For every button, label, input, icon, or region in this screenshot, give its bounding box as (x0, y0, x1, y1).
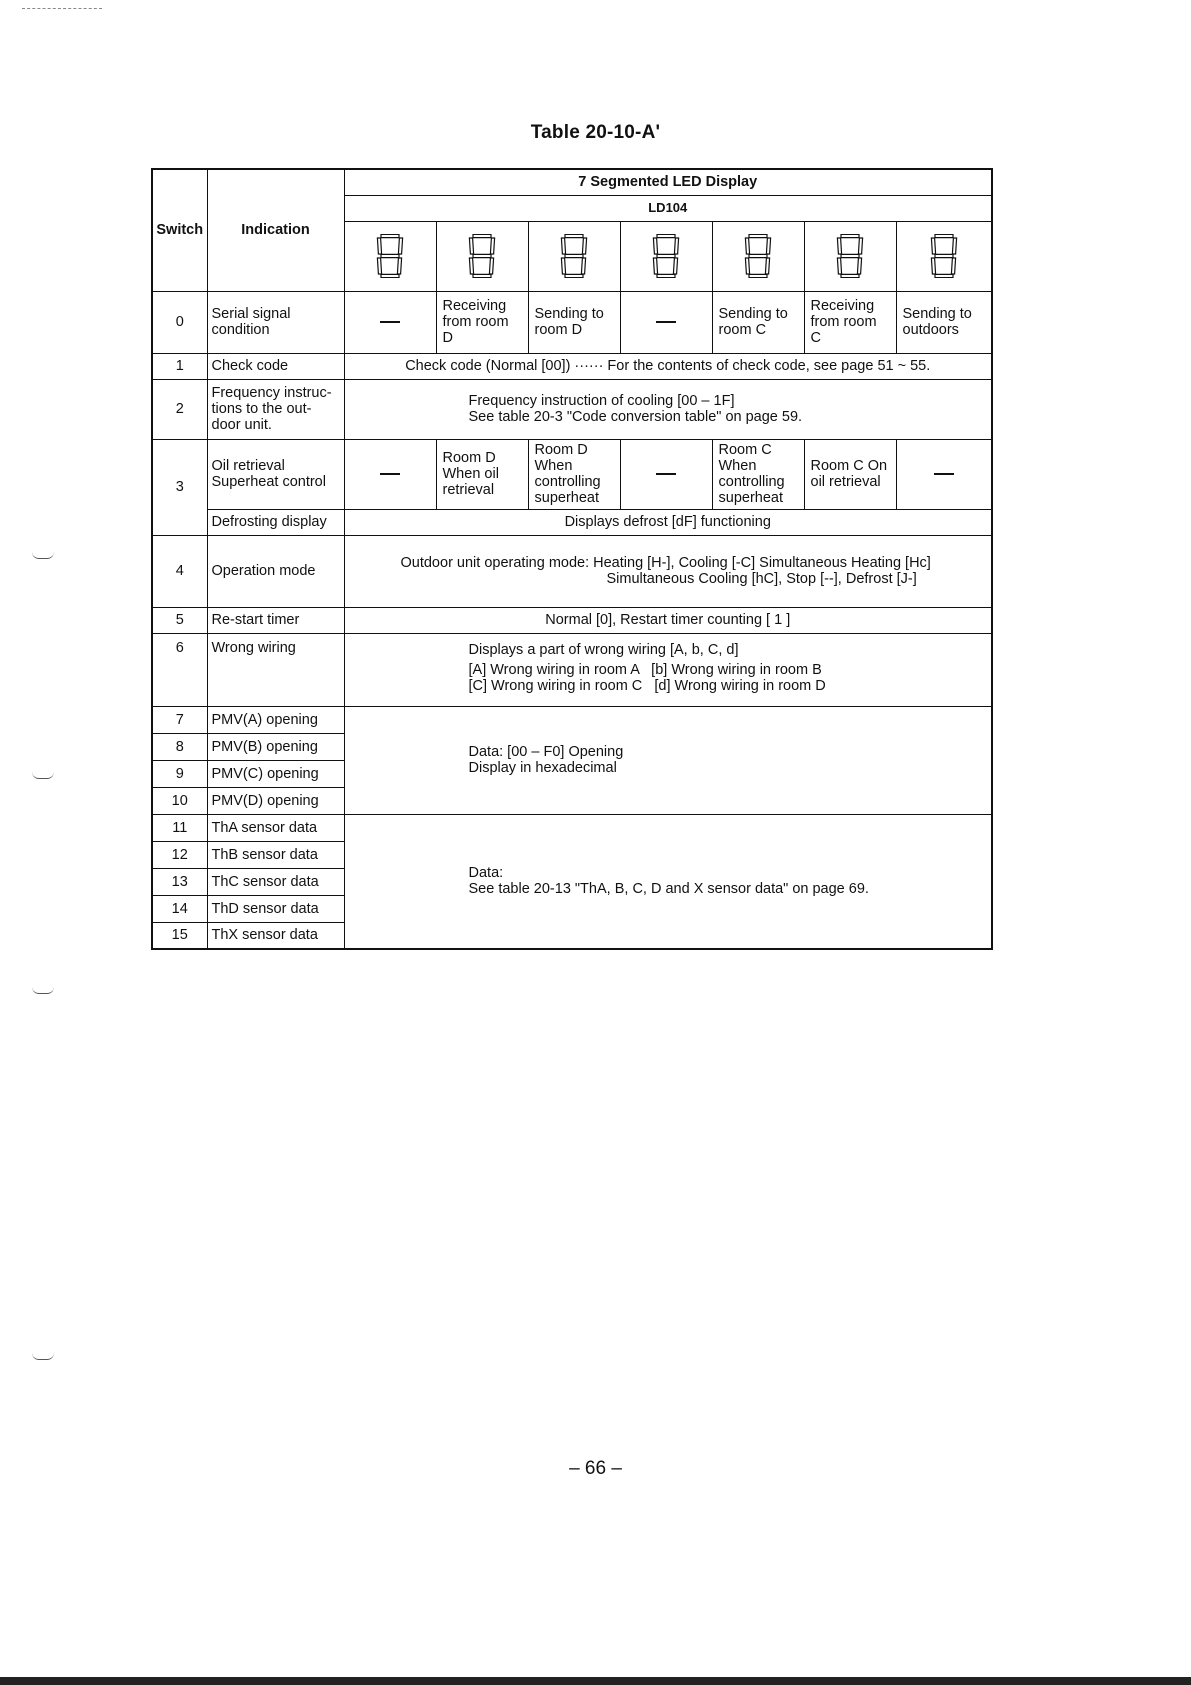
led-segment (841, 254, 859, 257)
sensor-line-1: Data: (468, 865, 504, 882)
led-segment (377, 238, 381, 254)
cell-sending-room-c: Sending to room C (712, 291, 804, 353)
led-segment (653, 258, 657, 274)
led-segment (561, 238, 565, 254)
led-display-table (151, 168, 993, 950)
switch-5: 5 (152, 607, 207, 633)
led-segment (381, 254, 399, 257)
switch-4: 4 (152, 535, 207, 607)
led-segment (857, 258, 861, 274)
switch-7: 7 (152, 706, 207, 733)
led-segment (858, 238, 862, 254)
indication-thb-sensor: ThB sensor data (207, 841, 344, 868)
led-segment (490, 238, 494, 254)
led-segment (935, 234, 953, 237)
led-segment (931, 238, 935, 254)
frequency-line-2: See table 20-3 "Code conversion table" on page 59. (468, 409, 803, 425)
margin-mark (32, 552, 54, 559)
led-segment (745, 238, 749, 254)
led-segment (473, 234, 491, 237)
wrong-wiring-content (344, 633, 992, 706)
pmv-content (344, 706, 992, 814)
indication-defrosting: Defrosting display (207, 509, 344, 535)
frequency-line-1: Frequency instruction of cooling [00 – 1F] (468, 393, 735, 409)
seg-digit-5 (712, 221, 804, 291)
operation-mode-line-2: Simultaneous Cooling [hC], Stop [--], Defrost [J-] (606, 571, 917, 587)
led-segment (473, 254, 491, 257)
indication-pmv-b: PMV(B) opening (207, 733, 344, 760)
led-segment (397, 258, 401, 274)
switch-15: 15 (152, 922, 207, 949)
dash-cell (344, 291, 436, 353)
led-segment (749, 274, 767, 277)
cell-room-c-oil: Room C On oil retrieval (804, 439, 896, 509)
display-header: 7 Segmented LED Display (344, 169, 992, 195)
indication-header: Indication (207, 169, 344, 291)
led-header: LD104 (344, 195, 992, 221)
cell-sending-outdoors: Sending to outdoors (896, 291, 992, 353)
check-code-content: Check code (Normal [00]) ······ For the contents of check code, see page 51 ~ 55. (344, 353, 992, 379)
scan-artifact (22, 8, 102, 9)
restart-timer-content: Normal [0], Restart timer counting [ 1 ] (344, 607, 992, 633)
indication-pmv-a: PMV(A) opening (207, 706, 344, 733)
dash-mark (380, 473, 400, 475)
indication-tha-sensor: ThA sensor data (207, 814, 344, 841)
page-number: – 66 – (569, 1458, 622, 1479)
led-segment (469, 258, 473, 274)
led-segment (582, 238, 586, 254)
led-segment (489, 258, 493, 274)
switch-14: 14 (152, 895, 207, 922)
seg-digit-6 (804, 221, 896, 291)
cell-receiving-room-c: Receiving from room C (804, 291, 896, 353)
switch-3: 3 (152, 439, 207, 535)
dash-cell (620, 439, 712, 509)
led-segment (841, 234, 859, 237)
switch-10: 10 (152, 787, 207, 814)
cell-receiving-room-d: Receiving from room D (436, 291, 528, 353)
cell-sending-room-d: Sending to room D (528, 291, 620, 353)
led-segment (931, 258, 935, 274)
indication-wrong-wiring: Wrong wiring (207, 633, 344, 706)
indication-operation-mode: Operation mode (207, 535, 344, 607)
led-segment (473, 274, 491, 277)
sensor-content (344, 814, 992, 949)
indication-thc-sensor: ThC sensor data (207, 868, 344, 895)
switch-0: 0 (152, 291, 207, 353)
indication-pmv-d: PMV(D) opening (207, 787, 344, 814)
wrong-wiring-line-3: [C] Wrong wiring in room C [d] Wrong wiring in room D (468, 677, 826, 694)
operation-mode-line-1: Outdoor unit operating mode: Heating [H-], Cooling [-C] Simultaneous Heating [Hc] (400, 555, 931, 571)
indication-check-code: Check code (207, 353, 344, 379)
table-title: Table 20-10-A' (530, 122, 661, 143)
switch-9: 9 (152, 760, 207, 787)
led-segment (766, 238, 770, 254)
pmv-line-1: Data: [00 – F0] Opening (468, 744, 624, 760)
seg-digit-7 (896, 221, 992, 291)
led-segment (561, 258, 565, 274)
seg-digit-3 (528, 221, 620, 291)
led-segment (951, 258, 955, 274)
led-segment (398, 238, 402, 254)
switch-2: 2 (152, 379, 207, 439)
led-segment (653, 238, 657, 254)
led-segment (749, 234, 767, 237)
led-segment (935, 274, 953, 277)
cell-room-d-superheat: Room D When controlling superheat (528, 439, 620, 509)
switch-1: 1 (152, 353, 207, 379)
led-segment (565, 274, 583, 277)
led-segment (674, 238, 678, 254)
dash-cell (344, 439, 436, 509)
led-segment (657, 254, 675, 257)
wrong-wiring-line-1: Displays a part of wrong wiring [A, b, C, d] (468, 641, 739, 658)
led-segment (581, 258, 585, 274)
led-segment (749, 254, 767, 257)
cell-room-d-oil: Room D When oil retrieval (436, 439, 528, 509)
sensor-line-2: See table 20-13 "ThA, B, C, D and X sensor data" on page 69. (468, 881, 869, 898)
pmv-line-2: Display in hexadecimal (468, 760, 617, 776)
switch-6: 6 (152, 633, 207, 706)
led-segment (745, 258, 749, 274)
led-segment (935, 254, 953, 257)
scan-edge-bar (0, 1677, 1191, 1685)
cell-room-c-superheat: Room C When controlling superheat (712, 439, 804, 509)
led-segment (841, 274, 859, 277)
indication-thx-sensor: ThX sensor data (207, 922, 344, 949)
indication-pmv-c: PMV(C) opening (207, 760, 344, 787)
frequency-content (344, 379, 992, 439)
switch-8: 8 (152, 733, 207, 760)
margin-mark (32, 1353, 54, 1360)
dash-cell (896, 439, 992, 509)
seg-digit-1 (344, 221, 436, 291)
led-segment (673, 258, 677, 274)
dash-mark (380, 321, 400, 323)
switch-header: Switch (152, 169, 207, 291)
indication-restart-timer: Re-start timer (207, 607, 344, 633)
indication-serial-signal: Serial signal condition (207, 291, 344, 353)
margin-mark (32, 987, 54, 994)
wrong-wiring-line-2: [A] Wrong wiring in room A [b] Wrong wiring in room B (468, 661, 822, 678)
dash-mark (656, 321, 676, 323)
defrost-content: Displays defrost [dF] functioning (344, 509, 992, 535)
led-segment (952, 238, 956, 254)
switch-11: 11 (152, 814, 207, 841)
switch-13: 13 (152, 868, 207, 895)
dash-mark (656, 473, 676, 475)
led-segment (565, 234, 583, 237)
indication-oil-retrieval: Oil retrieval Superheat control (207, 439, 344, 509)
operation-mode-content (344, 535, 992, 607)
led-segment (377, 258, 381, 274)
led-segment (565, 254, 583, 257)
seg-digit-4 (620, 221, 712, 291)
led-segment (837, 238, 841, 254)
led-segment (381, 274, 399, 277)
led-segment (765, 258, 769, 274)
led-segment (657, 274, 675, 277)
indication-thd-sensor: ThD sensor data (207, 895, 344, 922)
dash-cell (620, 291, 712, 353)
indication-frequency: Frequency instruc-tions to the out-door unit. (207, 379, 344, 439)
dash-mark (934, 473, 954, 475)
led-segment (657, 234, 675, 237)
margin-mark (32, 772, 54, 779)
led-segment (837, 258, 841, 274)
seg-digit-2 (436, 221, 528, 291)
led-segment (469, 238, 473, 254)
switch-12: 12 (152, 841, 207, 868)
led-segment (381, 234, 399, 237)
